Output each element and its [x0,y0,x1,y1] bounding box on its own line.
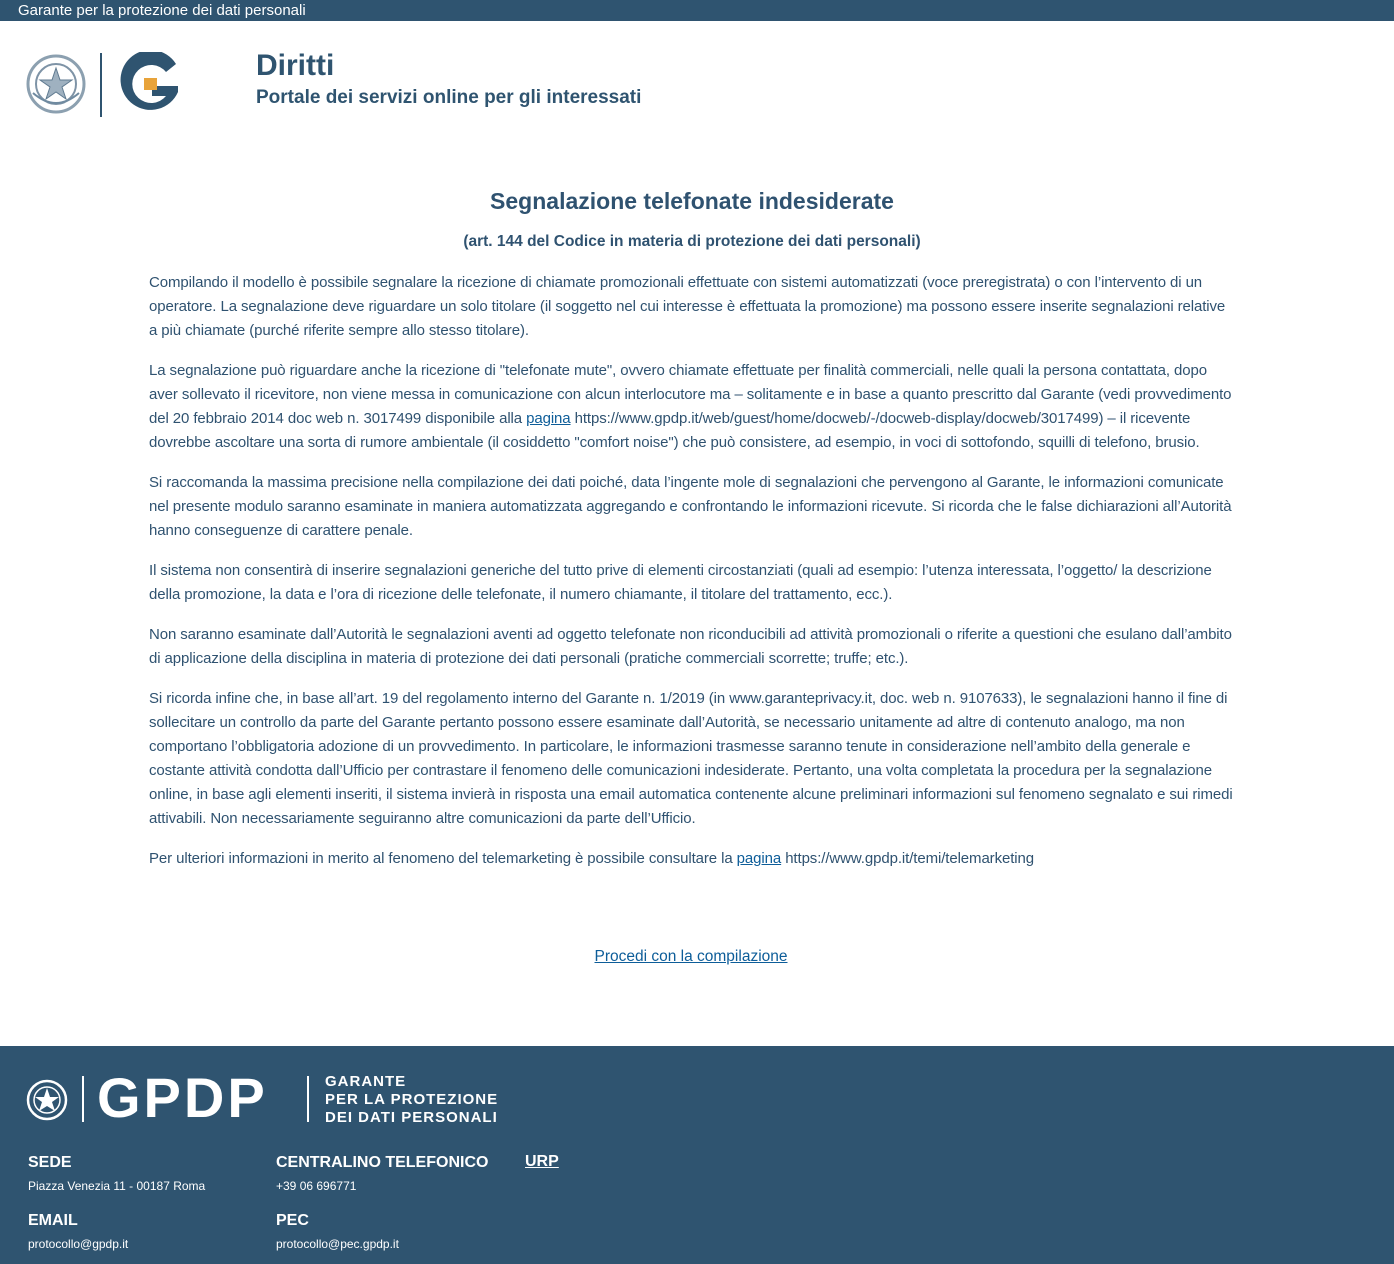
silent-calls-text-1: La segnalazione può riguardare anche la ricezione di "telefonate mute", ovvero chiamate effettuate per finalità commerciali, nelle quali la persona contattata, dopo aver sollevato il ricevitore, non viene messa in comunicazione con alcun interlocutore ma – solitamente e in base a quanto prescritto dal Garante (vedi provvedimento del 20 febbraio 2014 doc web n. 3017499 disponibile alla [149,362,1232,427]
footer-org-line-3: DEI DATI PERSONALI [325,1109,498,1126]
portal-subtitle: Portale dei servizi online per gli interessati [256,87,642,108]
footer-org-line-1: GARANTE [325,1073,407,1090]
page-subtitle: (art. 144 del Codice in materia di protezione dei dati personali) [463,233,921,250]
centralino-label: CENTRALINO TELEFONICO [276,1154,489,1171]
more-info-text-2: https://www.gpdp.it/temi/telemarketing [781,850,1035,867]
more-info-paragraph [149,847,1235,871]
footer-org-line-2: PER LA PROTEZIONE [325,1091,499,1108]
telemarketing-page-link[interactable]: pagina [736,850,782,867]
proceed-link[interactable]: Procedi con la compilazione [594,948,788,965]
urp-link[interactable]: URP [525,1153,559,1170]
footer-emblem-icon [25,1076,69,1124]
sede-value: Piazza Venezia 11 - 00187 Roma [28,1179,206,1193]
footer-centralino [276,1153,488,1193]
docweb-page-link[interactable]: pagina [526,410,571,427]
regulation-paragraph: Si ricorda infine che, in base all’art. 19 del regolamento interno del Garante n. 1/2019 (in www.garanteprivacy.it, doc. web n. 9107633), le segnalazioni hanno il fine di sollecitare un controllo da parte del Garante pertanto possono essere esaminate dall’Autorità, se necessario unitamente ad altre di contenuto analogo, ma non comportano l’obbligatoria adozione di un provvedimento. In particolare, le informazioni trasmesse saranno tenute in considerazione nell’ambito della generale e costante attività condotta dall’Ufficio per contrastare il fenomeno delle comunicazioni indesiderate. Pertanto, una volta completata la procedura per la segnalazione online, in base agli elementi inseriti, il sistema invierà in risposta una email automatica contenente alcune preliminari informazioni sul fenomeno segnalato e sui rimedi attivabili. Non necessariamente seguiranno altre comunicazioni da parte dell’Ufficio. [149,690,1233,827]
sede-label: SEDE [28,1154,72,1171]
site-header [0,21,1394,141]
generic-reports-paragraph: Il sistema non consentirà di inserire segnalazioni generiche del tutto prive di elementi circostanziati (quali ad esempio: l’utenza interessata, l’oggetto/ la descrizione della promozione, la data e l’ora di ricezione delle telefonate, il numero chiamante, il titolare del trattamento, ecc.). [149,562,1212,603]
footer-pec [276,1211,399,1251]
pec-value: protocollo@pec.gpdp.it [276,1237,399,1251]
footer-org-name [325,1073,498,1127]
italian-republic-emblem-icon [25,53,87,115]
site-footer [0,1046,1394,1264]
footer-urp [525,1153,559,1171]
intro-paragraph: Compilando il modello è possibile segnalare la ricezione di chiamate promozionali effettuate con sistemi automatizzati (voce preregistrata) o con l’intervento di un operatore. La segnalazione deve riguardare un solo titolare (il soggetto nel cui interesse è effettuata la promozione) ma possono essere inserite segnalazioni relative a più chiamate (purché riferite sempre allo stesso titolare). [149,274,1226,339]
centralino-value: +39 06 696771 [276,1179,357,1193]
silent-calls-paragraph [149,359,1235,455]
portal-title: Diritti [256,49,335,82]
footer-divider-2 [307,1076,309,1122]
email-value: protocollo@gpdp.it [28,1237,129,1251]
precision-paragraph: Si raccomanda la massima precisione nella compilazione dei dati poiché, data l’ingente mole di segnalazioni che pervengono al Garante, le informazioni comunicate nel presente modulo saranno esaminate in maniera automatizzata aggregando e confrontando le informazioni ricevute. Si ricorda che le false dichiarazioni all’Autorità hanno conseguenze di carattere penale. [149,474,1232,539]
footer-divider-1 [82,1076,84,1122]
footer-sede [28,1153,205,1193]
page-title: Segnalazione telefonate indesiderate [490,188,894,214]
silent-calls-text-2: https://www.gpdp.it/web/guest/home/docweb/-/docweb-display/docweb/3017499) – il ricevente dovrebbe ascoltare una sorta di rumore ambientale (il cosiddetto "comfort noise") che può consistere, ad esempio, in voci di sottofondo, squilli di telefono, brusio. [149,410,1200,451]
pec-label: PEC [276,1212,309,1229]
top-bar-label: Garante per la protezione dei dati personali [18,2,306,19]
email-label: EMAIL [28,1212,78,1229]
proceed-container [0,948,1382,966]
more-info-text-1: Per ulteriori informazioni in merito al fenomeno del telemarketing è possibile consultare la [149,850,737,867]
footer-email [28,1211,128,1251]
footer-gpdp-logo: GPDP [97,1066,268,1129]
excluded-reports-paragraph: Non saranno esaminate dall’Autorità le segnalazioni aventi ad oggetto telefonate non riconducibili ad attività promozionali o riferite a questioni che esulano dall’ambito di applicazione della disciplina in materia di protezione dei dati personali (pratiche commerciali scorrette; truffe; etc.). [149,626,1232,667]
top-bar [0,0,1394,21]
header-divider [100,53,102,117]
garante-g-logo-icon[interactable] [116,52,182,118]
main-content [149,186,1235,871]
